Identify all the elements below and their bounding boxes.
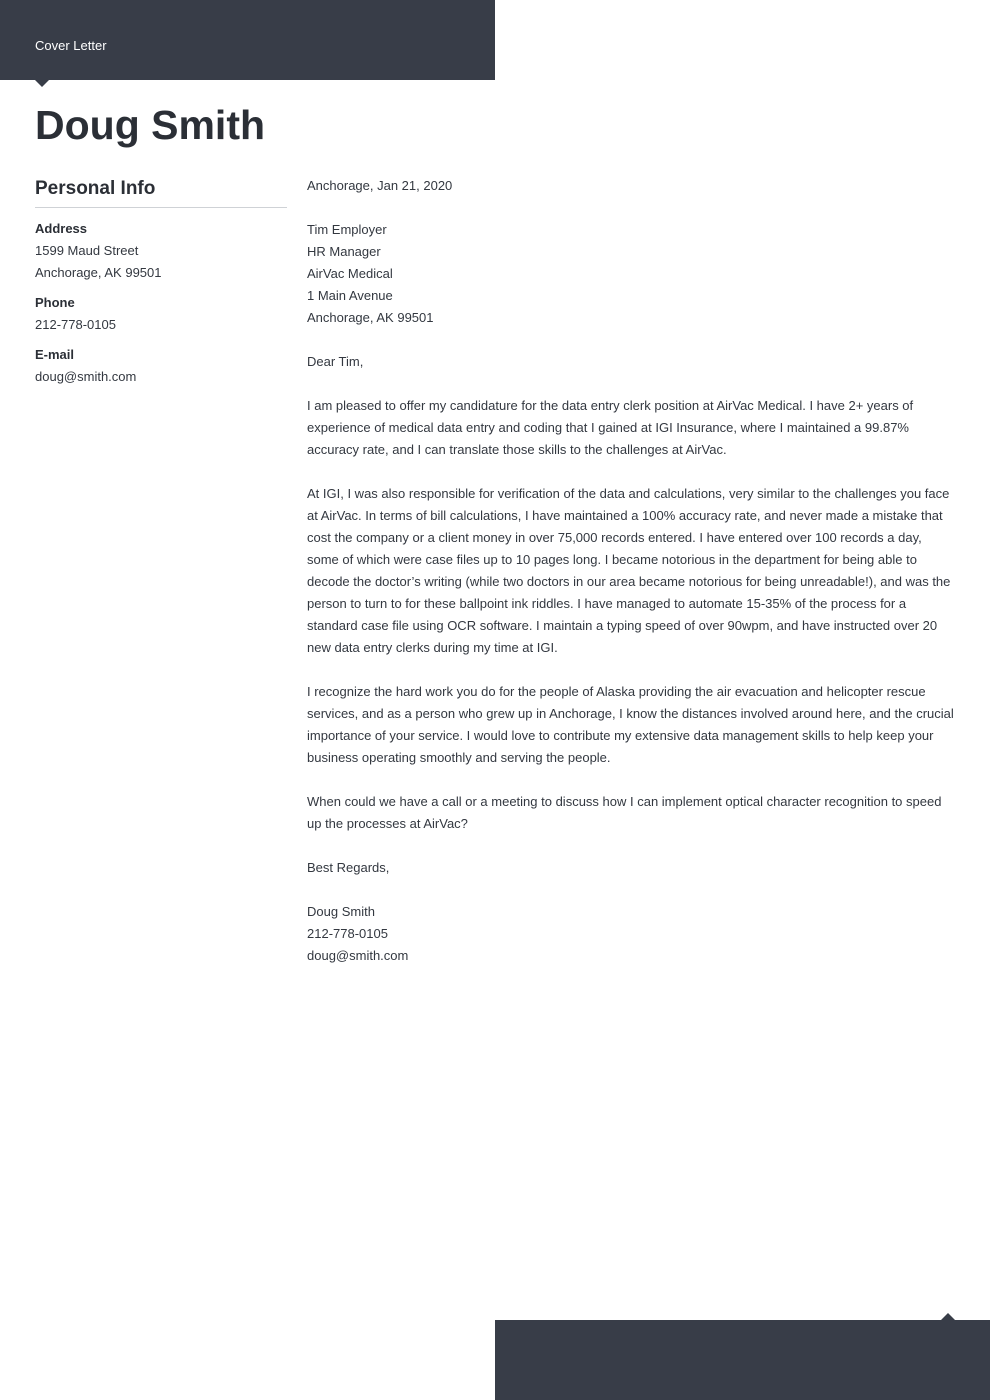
header-band [0,0,495,80]
address-line: Anchorage, AK 99501 [35,265,162,280]
recipient-line: Tim Employer [307,222,387,237]
applicant-name: Doug Smith [35,102,266,148]
phone-group [35,292,287,336]
signature-block [307,901,957,967]
body-paragraph: When could we have a call or a meeting to discuss how I can implement optical character recognition to speed up the processes at AirVac? [307,794,942,831]
email-value: doug@smith.com [35,369,137,384]
recipient-block [307,219,957,329]
email-group [35,344,287,388]
body-paragraph: I recognize the hard work you do for the people of Alaska providing the air evacuation and helicopter rescue services, and as a person who grew up in Anchorage, I know the distances involved around here, and the crucial importance of your service. I would love to contribute my extensive data management skills to help keep your business operating smoothly and serving the people. [307,684,954,765]
email-label: E-mail [35,347,75,362]
recipient-line: HR Manager [307,244,381,259]
body-paragraph: I am pleased to offer my candidature for the data entry clerk position at AirVac Medical. I have 2+ years of experience of medical data entry and coding that I gained at IGI Insurance, where I maintained a 99.87% accuracy rate, and I can translate those skills to the challenges at AirVac. [307,398,914,457]
address-line: 1599 Maud Street [35,243,139,258]
signature-name: Doug Smith [307,904,375,919]
closing: Best Regards, [307,860,390,875]
personal-info-section [35,177,287,388]
phone-label: Phone [35,295,75,310]
signature-email: doug@smith.com [307,948,409,963]
document-type-label: Cover Letter [35,38,107,53]
letter-body [307,175,957,989]
phone-value: 212-778-0105 [35,317,116,332]
recipient-line: AirVac Medical [307,266,393,281]
header-notch [35,80,49,87]
personal-info-heading: Personal Info [35,177,287,208]
footer-band [495,1320,990,1400]
recipient-line: Anchorage, AK 99501 [307,310,434,325]
address-label: Address [35,221,88,236]
date-line: Anchorage, Jan 21, 2020 [307,178,453,193]
body-paragraph: At IGI, I was also responsible for verification of the data and calculations, very similar to the challenges you face at AirVac. In terms of bill calculations, I have maintained a 100% accuracy rate, and never made a mistake that cost the company or a client money in over 75,000 records entered. I have entered over 100 records a day, some of which were case files up to 10 pages long. I became notorious in the department for being able to decode the doctor’s writing (while two doctors in our area became notorious for being unreadable!), and was the person to turn to for these ballpoint ink riddles. I have managed to automate 15-35% of the process for a standard case file using OCR software. I maintain a typing speed of over 90wpm, and have instructed over 20 new data entry clerks during my time at IGI. [307,486,951,655]
address-group [35,218,287,284]
signature-phone: 212-778-0105 [307,926,388,941]
recipient-line: 1 Main Avenue [307,288,393,303]
footer-notch [941,1313,955,1320]
salutation: Dear Tim, [307,354,364,369]
